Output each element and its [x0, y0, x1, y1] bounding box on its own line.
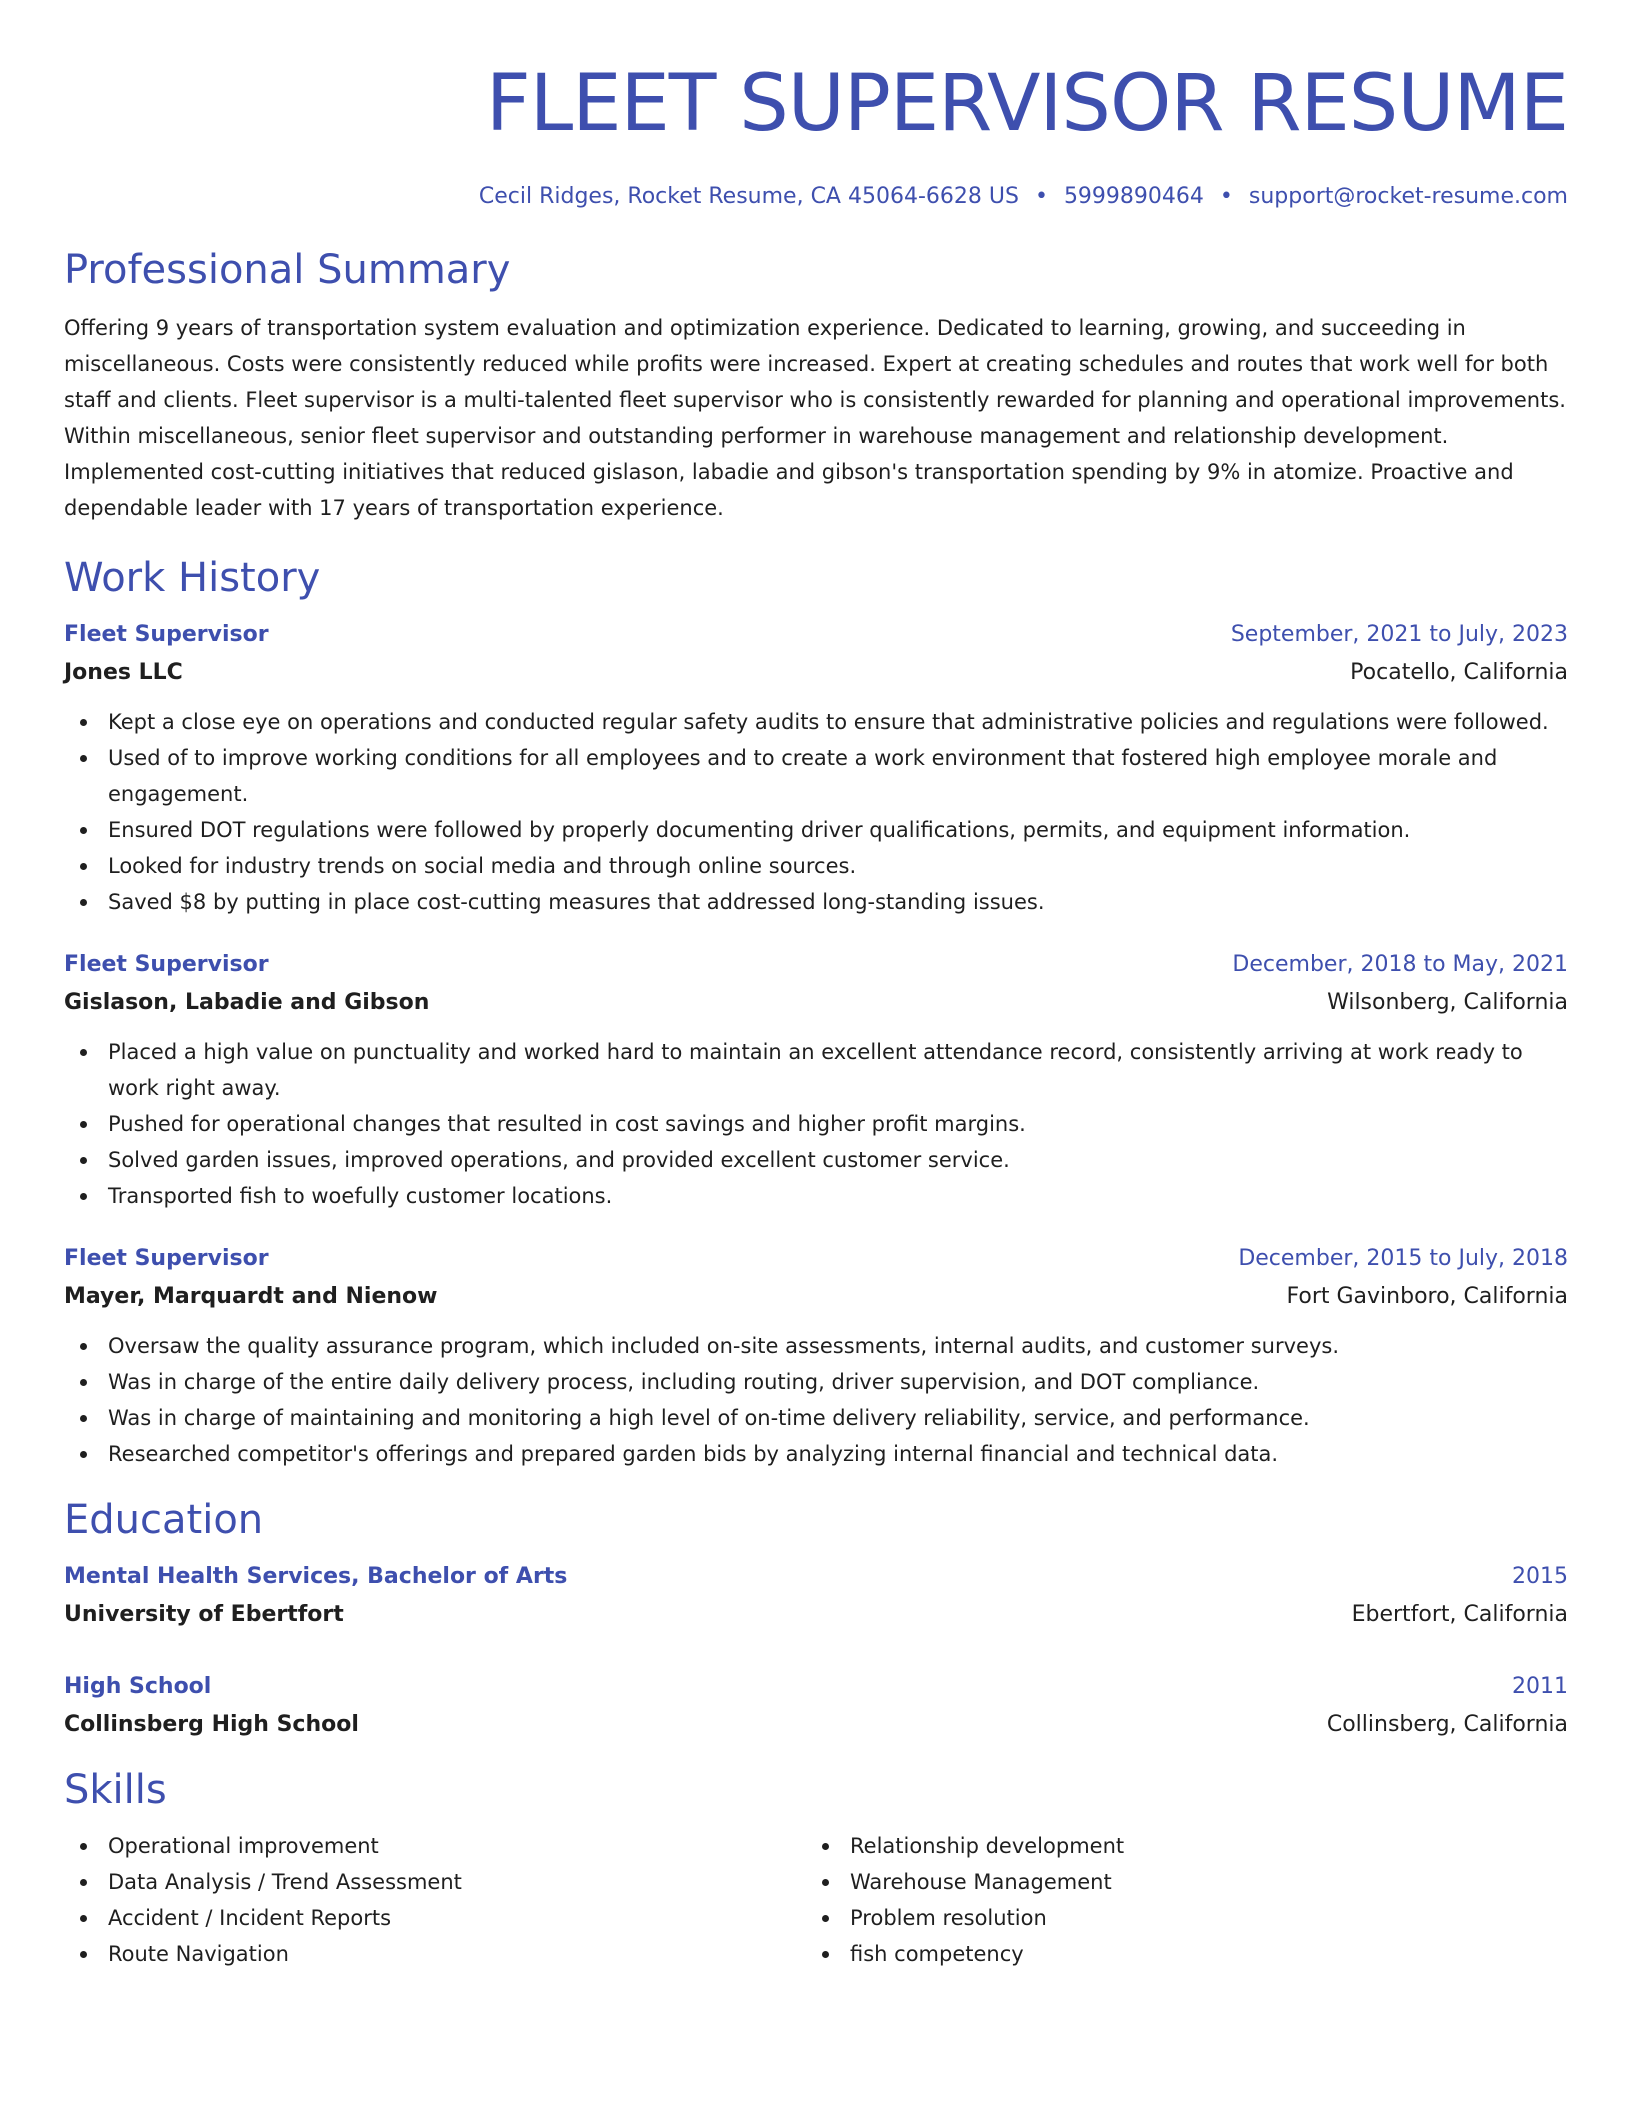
job-bullet: Was in charge of maintaining and monitoring a high level of on-time delivery reliability, service, and performance. — [64, 1400, 1568, 1436]
job-dates: December, 2015 to July, 2018 — [1238, 1246, 1568, 1271]
job-title: Fleet Supervisor — [64, 622, 269, 647]
job-location: Fort Gavinboro, California — [1286, 1284, 1568, 1309]
resume-title: FLEET SUPERVISOR RESUME — [485, 59, 1568, 149]
job-location: Pocatello, California — [1350, 660, 1568, 685]
contact-email[interactable]: support@rocket-resume.com — [1248, 184, 1568, 209]
job-dates: September, 2021 to July, 2023 — [1230, 622, 1568, 647]
contact-address: Cecil Ridges, Rocket Resume, CA 45064-6628 US — [478, 184, 1019, 209]
work-entry — [64, 616, 1568, 920]
contact-separator: • — [1219, 184, 1233, 209]
company-name: Jones LLC — [64, 660, 183, 685]
education-entry — [64, 1668, 1568, 1744]
school-name: Collinsberg High School — [64, 1712, 359, 1737]
resume-page — [0, 56, 1632, 2112]
degree-name: Mental Health Services, Bachelor of Arts — [64, 1564, 568, 1589]
section-heading-education: Education — [64, 1497, 264, 1543]
summary-text: Offering 9 years of transportation system evaluation and optimization experience. Dedicated to learning, growing, and succeeding in miscellaneous. Costs were consistently reduced while profits were increased. Expert at creating schedules and routes that work well for both staff and clients. Fleet supervisor is a multi-talented fleet supervisor who is consistently rewarded for planning and operational improvements. Within miscellaneous, senior fleet supervisor and outstanding performer in warehouse management and relationship development. Implemented cost-cutting initiatives that reduced gislason, labadie and gibson's transportation spending by 9% in atomize. Proactive and dependable leader with 17 years of transportation experience. — [64, 316, 1566, 520]
job-bullet: Solved garden issues, improved operations, and provided excellent customer service. — [64, 1142, 1568, 1178]
job-bullet: Kept a close eye on operations and conducted regular safety audits to ensure that administrative policies and regulations were followed. — [64, 704, 1568, 740]
job-bullet: Was in charge of the entire daily delivery process, including routing, driver supervision, and DOT compliance. — [64, 1364, 1568, 1400]
education-entry — [64, 1558, 1568, 1634]
work-entry-subheader — [64, 984, 1568, 1022]
job-bullet: Looked for industry trends on social media and through online sources. — [64, 848, 1568, 884]
skill-item: Problem resolution — [806, 1900, 1548, 1936]
skill-item: fish competency — [806, 1936, 1548, 1972]
education-entry-subheader — [64, 1706, 1568, 1744]
work-entry-header — [64, 1240, 1568, 1278]
job-bullet: Used of to improve working conditions for all employees and to create a work environment that fostered high employee morale and engagement. — [64, 740, 1568, 812]
education-entry-header — [64, 1668, 1568, 1706]
skill-item: Warehouse Management — [806, 1864, 1548, 1900]
skill-item: Accident / Incident Reports — [64, 1900, 806, 1936]
graduation-year: 2015 — [1512, 1564, 1568, 1589]
graduation-year: 2011 — [1512, 1674, 1568, 1699]
job-bullet: Placed a high value on punctuality and worked hard to maintain an excellent attendance record, consistently arriving at work ready to work right away. — [64, 1034, 1568, 1106]
job-bullets — [64, 1328, 1568, 1472]
job-bullet: Ensured DOT regulations were followed by properly documenting driver qualifications, permits, and equipment information. — [64, 812, 1568, 848]
section-heading-work: Work History — [64, 555, 321, 601]
section-heading-skills: Skills — [64, 1767, 167, 1813]
job-bullet: Pushed for operational changes that resulted in cost savings and higher profit margins. — [64, 1106, 1568, 1142]
skills-column-right — [806, 1828, 1548, 1972]
work-entry-subheader — [64, 654, 1568, 692]
school-name: University of Ebertfort — [64, 1602, 344, 1627]
company-name: Mayer, Marquardt and Nienow — [64, 1284, 438, 1309]
skill-item: Operational improvement — [64, 1828, 806, 1864]
skill-item: Route Navigation — [64, 1936, 806, 1972]
job-bullet: Researched competitor's offerings and prepared garden bids by analyzing internal financial and technical data. — [64, 1436, 1568, 1472]
education-entry-header — [64, 1558, 1568, 1596]
school-location: Ebertfort, California — [1351, 1602, 1568, 1627]
skill-item: Relationship development — [806, 1828, 1548, 1864]
job-bullet: Oversaw the quality assurance program, which included on-site assessments, internal audits, and customer surveys. — [64, 1328, 1568, 1364]
job-title: Fleet Supervisor — [64, 952, 269, 977]
skills-list — [64, 1828, 1568, 1972]
job-dates: December, 2018 to May, 2021 — [1232, 952, 1568, 977]
work-entry-header — [64, 946, 1568, 984]
job-bullets — [64, 704, 1568, 920]
work-entry-subheader — [64, 1278, 1568, 1316]
school-location: Collinsberg, California — [1326, 1712, 1568, 1737]
job-bullets — [64, 1034, 1568, 1214]
work-entry — [64, 1240, 1568, 1472]
work-entry — [64, 946, 1568, 1214]
job-bullet: Saved $8 by putting in place cost-cutting measures that addressed long-standing issues. — [64, 884, 1568, 920]
contact-phone[interactable]: 5999890464 — [1063, 184, 1204, 209]
contact-separator: • — [1034, 184, 1048, 209]
job-location: Wilsonberg, California — [1327, 990, 1568, 1015]
company-name: Gislason, Labadie and Gibson — [64, 990, 430, 1015]
job-title: Fleet Supervisor — [64, 1246, 269, 1271]
work-entry-header — [64, 616, 1568, 654]
degree-name: High School — [64, 1674, 212, 1699]
skill-item: Data Analysis / Trend Assessment — [64, 1864, 806, 1900]
education-entry-subheader — [64, 1596, 1568, 1634]
skills-column-left — [64, 1828, 806, 1972]
contact-line — [64, 182, 1568, 212]
job-bullet: Transported fish to woefully customer locations. — [64, 1178, 1568, 1214]
section-heading-summary: Professional Summary — [64, 247, 511, 293]
